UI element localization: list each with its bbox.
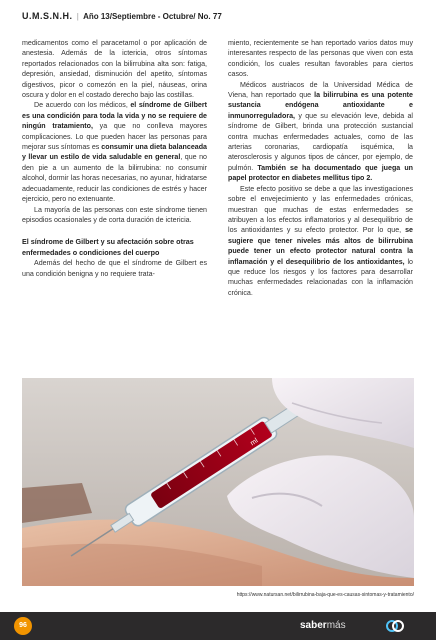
brand-logo-text [300, 618, 346, 634]
issue-info: Año 13/Septiembre - Octubre/ No. 77 [83, 12, 222, 21]
left-paragraph-1: medicamentos como el paracetamol o por aplicación de anestesia. Además de la ictericia, otros síntomas reportados relacionados con la bilirrubina alta son: fatiga, depresión, ansiedad, disminución del apetito, síntomas digestivos, picor o comezón en la piel, náuseas, orina oscura y dolor en el costado derecho bajo las costillas. [22, 39, 207, 100]
photo-illustration [22, 378, 414, 586]
right-paragraph-3 [228, 184, 413, 298]
bold-run: el síndrome de Gilbert es una condición para toda la vida y no se requiere de ningún tratamiento, [22, 101, 207, 131]
bold-run: se sugiere que tener niveles más altos de bilirrubina puede tener un efecto protector natural contra la inflamación y el desequilibrio de los antioxidantes, [228, 226, 413, 266]
left-paragraph-4: Además del hecho de que el síndrome de Gilbert es una condición benigna y no requiere trata- [22, 259, 207, 278]
right-paragraph-1: miento, recientemente se han reportado varios datos muy interesantes respecto de las personas que viven con esta condición, los cuales resultan favorables para ciertos casos. [228, 39, 413, 79]
text-run: y que su elevación leve, debida al síndrome de Gilbert, brinda una protección sustancial contra muchas enfermedades actuales, como de las arterias coronarias, cardiopatía isquémica, la aterosclerosis y algunos tipos de cáncer, por ejemplo, de pulmón. [228, 111, 413, 172]
blood-draw-photo [22, 378, 414, 586]
text-run: Médicos austriacos de la Universidad Médica de Viena, han reportado que [228, 80, 413, 100]
header-separator: | [76, 12, 79, 21]
text-run: Este efecto positivo se debe a que las investigaciones sobre el envejecimiento y las enfermedades crónicas, muestran que muchas de estas enfermedades se atribuyen a los efectos inflamatorios y al desequilibrio de los antioxidantes y su efecto protector. Por lo que, [228, 184, 413, 235]
bold-run: la bilirrubina es una potente sustancia endógena antioxidante e inmunorreguladora, [228, 91, 413, 120]
text-run: ya que no conlleva mayores complicaciones. Lo que pueden hacer las personas para mejorar sus síntomas es [22, 122, 207, 152]
left-paragraph-3: La mayoría de las personas con este síndrome tienen episodios ocasionales y de corta duración de ictericia. [22, 205, 207, 224]
right-column [228, 38, 413, 298]
left-column [22, 38, 207, 279]
brand-part-2: más [326, 620, 346, 631]
bold-run: También se ha documentado que juega un papel protector en diabetes mellitus tipo 2. [228, 163, 413, 183]
page-footer [0, 612, 436, 640]
text-run: lo que reduce los riesgos y los factores para desarrollar muchas enfermedades relacionadas con la inflamación crónica. [228, 257, 413, 297]
photo-credit: https://www.natursan.net/bilirrubina-baja-que-es-causas-sintomas-y-tratamiento/ [236, 592, 414, 598]
brand-part-1: saber [300, 620, 327, 631]
page-header [22, 8, 414, 24]
text-run: De acuerdo con los médicos, [34, 101, 131, 110]
institution-name: U.M.S.N.H. [22, 11, 73, 21]
section-heading: El síndrome de Gilbert y su afectación sobre otras enfermedades o condiciones del cuerpo [22, 237, 194, 257]
text-run: , que no den pie a un aumento de la bilirrubina: no consumir alcohol, dormir las horas necesarias, no ayunar, hidratarse adecuadamente, reducir las condiciones de estrés y hacer ejercicio, pero no extenuante. [22, 153, 208, 204]
brand-swirl-icon [385, 617, 405, 635]
left-paragraph-2 [22, 100, 207, 204]
bold-run: consumir una dieta balanceada y llevar un estilo de vida saludable en general [22, 143, 207, 162]
page-number: 96 [14, 617, 32, 635]
right-paragraph-2 [228, 80, 413, 184]
syringe-label: ml [249, 437, 260, 448]
